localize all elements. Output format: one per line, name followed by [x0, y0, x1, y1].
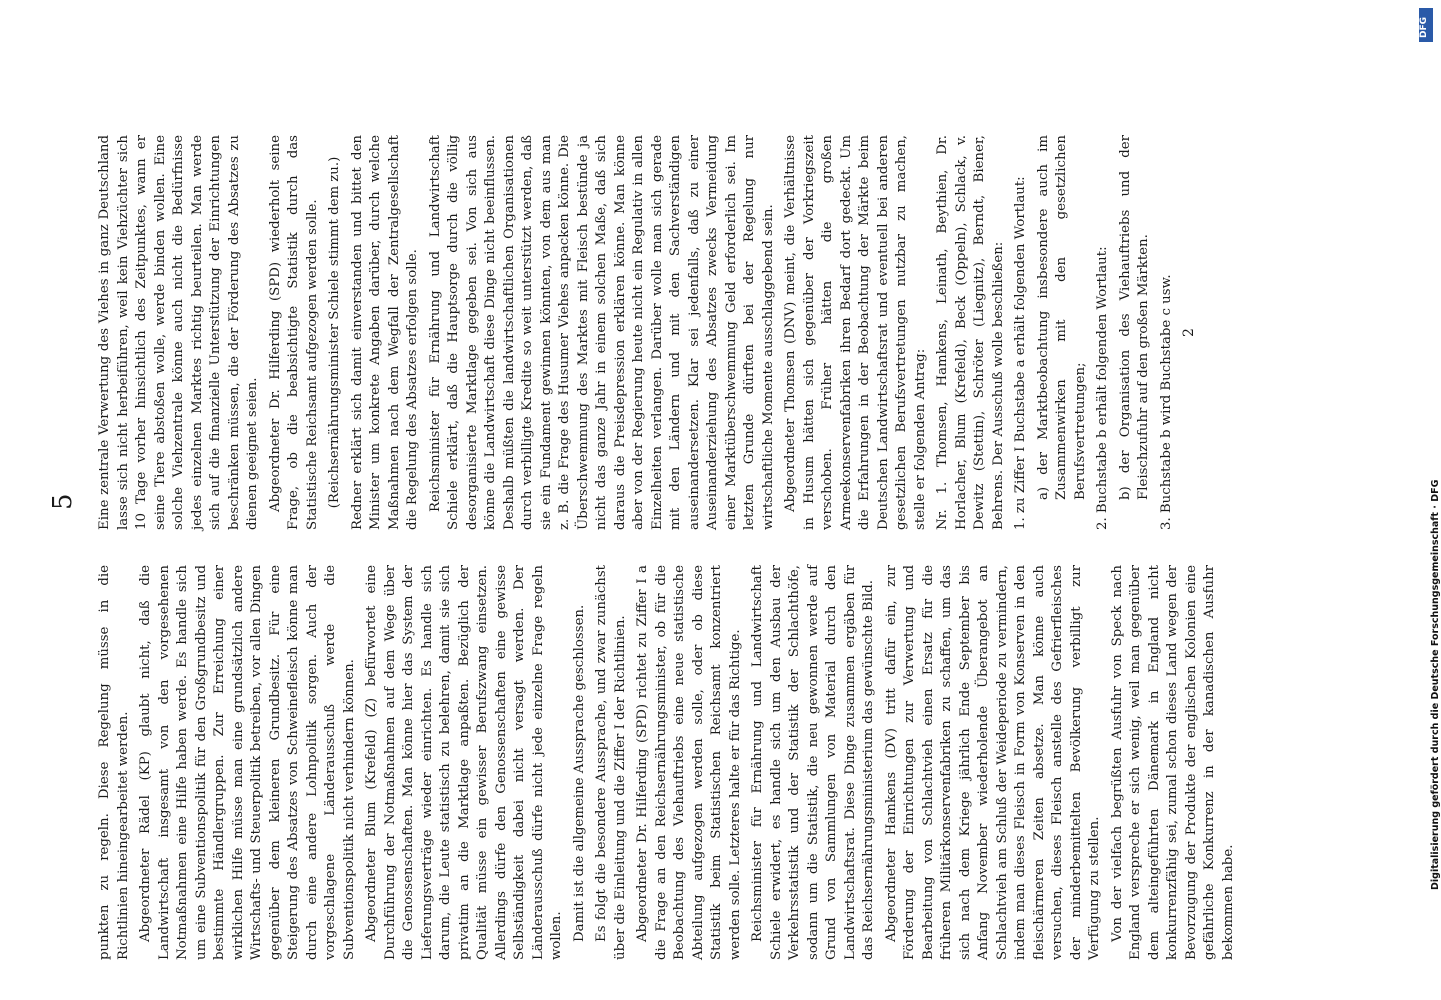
page-number: 5 — [48, 493, 78, 510]
paragraph: Von der vielfach begrüßten Ausfuhr von Speck nach England verspreche er sich wenig, weil man gegenüber dem alteingeführten Dänemark in England nicht konkurrenzfähig sei, zumal schon dieses Land wegen der Bevorzugung der Produkte der englischen Kolonien eine gefährliche Konkurrenz in der kanadischen Ausfuhr bekommen habe. — [1109, 565, 1236, 960]
paragraph: Redner erklärt sich damit einverstanden und bittet den Minister um konkrete Angaben darüber, durch welche Maßnahmen nach dem Wegfall der Zentralgesellschaft die Regelung des Absatzes erfolgen solle. — [349, 135, 420, 530]
paragraph: Abgeordneter Rädel (KP) glaubt nicht, daß die Landwirtschaft insgesamt von den vorgesehenen Notmaßnahmen eine Hilfe haben werde. Es handle sich um eine Subventionspolitik für den Großgrundbesitz und bestimmte Händlergruppen. Zur Erreichung einer wirklichen Hilfe müsse man eine grundsätzlich andere Wirtschafts- und Steuerpolitik betreiben, vor allen Dingen gegenüber dem kleineren Grundbesitz. Für eine Steigerung des Absatzes von Schweinefleisch könne man durch eine andere Lohnpolitik sorgen. Auch der vorgeschlagene Länderausschuß werde die Subventionspolitik nicht verhindern können. — [138, 565, 357, 960]
motion-item: 3. Buchstabe b wird Buchstabe c usw. — [1158, 274, 1174, 530]
paragraph: Abgeordneter Dr. Hilferding (SPD) richtet zu Ziffer I a die Frage an den Reichsernährungsminister, ob für die Beobachtung des Viehauftriebs eine neue statistische Abteilung aufgezogen werden solle, oder ob diese Statistik beim Statistischen Reichsamt konzentriert werden solle. Letzteres halte er für das Richtige. — [635, 565, 743, 960]
left-text-column — [96, 565, 1242, 960]
signature-mark: 2 — [1181, 328, 1197, 337]
paragraph: Abgeordneter Blum (Krefeld) (Z) befürwortet eine Durchführung der Notmaßnahmen auf dem Wege über die Genossenschaften. Man könne hier das System der Lieferungsverträge wieder einrichten. Es handle sich darum, die Leute statistisch zu belehren, damit sie sich privatim an die Marktlage anpaßten. Bezüglich der Qualität müsse ein gewisser Berufszwang einsetzen. Allerdings dürfe den Genossenschaften eine gewisse Selbständigkeit dabei nicht versagt werden. Der Länderausschuß dürfe nicht jede einzelne Frage regeln wollen. — [364, 565, 564, 960]
paragraph: punkten zu regeln. Diese Regelung müsse in die Richtlinien hineingearbeitet werden. — [97, 565, 131, 960]
paragraph: Abgeordneter Thomsen (DNV) meint, die Verhältnisse in Husum hätten sich gegenüber der Vorkriegszeit verschoben. Früher hätten die großen Armeekonservenfabriken ihren Bedarf dort gedeckt. Um die Erfahrungen in der Beobachtung der Märkte beim Deutschen Landwirtschaftsrat und eventuell bei anderen gesetzlichen Berufsvertretungen nutzbar zu machen, stelle er folgenden Antrag: — [783, 135, 928, 530]
motion-paragraph: Nr. 1. Thomsen, Hamkens, Leinath, Beythien, Dr. Horlacher, Blum (Krefeld), Beck (Oppeln), Schlack, v. Dewitz (Stettin), Schröter (Liegnitz), Berndt, Biener, Behrens. Der Ausschuß wolle beschließen: — [935, 135, 1006, 530]
digitization-credit: Digitalisierung gefördert durch die Deutsche Forschungsgemeinschaft · DFG — [1430, 479, 1441, 890]
paragraph: Es folgt die besondere Aussprache, und zwar zunächst über die Einleitung und die Ziffer I der Richtlinien. — [594, 565, 628, 960]
parenthetical-note: (Reichsernährungsminister Schiele stimmt dem zu.) — [327, 156, 342, 509]
paragraph: Abgeordneter Dr. Hilferding (SPD) wiederholt seine Frage, ob die beabsichtigte Statistik durch das Statistische Reichsamt aufgezogen werden solle. — [267, 135, 320, 530]
paragraph: Abgeordneter Hamkens (DV) tritt dafür ein, zur Förderung der Einrichtungen zur Verwertung und Bearbeitung von Schlachtvieh einen Ersatz für die früheren Militärkonservenfabriken zu schaffen, um das sich nach dem Kriege jährlich Ende September bis Anfang November wiederholende Überangebot an Schlachtvieh am Schluß der Weideperiode zu vermindern, indem man dieses Fleisch in Form von Konserven in den fleischärmeren Zeiten absetze. Man könne auch versuchen, dieses Fleisch anstelle des Gefrierfleisches der minderbemittelten Bevölkerung verbilligt zur Verfügung zu stellen. — [883, 565, 1102, 960]
motion-subitem: b) der Organisation des Viehauftriebs und der Fleischzufuhr auf den großen Märkten. — [1117, 135, 1151, 500]
motion-subitem: a) der Marktbeobachtung insbesondere auch im Zusammenwirken mit den gesetzlichen Berufsvertretungen; — [1035, 135, 1088, 500]
right-text-column — [96, 135, 1199, 530]
paragraph: Reichsminister für Ernährung und Landwirtschaft Schiele erklärt, daß die Hauptsorge durch die völlig desorganisierte Marktlage gegeben sei. Von sich aus könne die Landwirtschaft diese Dinge nicht beeinflussen. Deshalb müßten die landwirtschaftlichen Organisationen durch verbilligte Kredite so weit unterstützt werden, daß sie ein Fundament gewinnen könnten, von dem aus man z. B. die Frage des Husumer Viehes anpacken könne. Die Überschwemmung des Marktes mit Fleisch bestünde ja nicht das ganze Jahr in einem solchen Maße, daß sich daraus die Preisdepression erklären könne. Man könne aber von der Regierung heute nicht ein Regulativ in allen Einzelheiten verlangen. Darüber wolle man sich gerade mit den Ländern und mit den Sachverständigen auseinandersetzen. Klar sei jedenfalls, daß zu einer Auseinanderziehung des Absatzes zwecks Vermeidung einer Marktüberschwemmung Geld erforderlich sei. Im letzten Grunde dürften bei der Regelung nur wirtschaftliche Momente ausschlaggebend sein. — [427, 135, 776, 530]
paragraph: Eine zentrale Verwertung des Viehes in ganz Deutschland lasse sich nicht herbeiführen, weil kein Viehzüchter sich 10 Tage vorher hinsichtlich des Zeitpunktes, wann er seine Tiere abstoßen wolle, werde binden wollen. Eine solche Viehzentrale könne auch nicht die Bedürfnisse jedes einzelnen Marktes richtig beurteilen. Man werde sich auf die finanzielle Unterstützung der Einrichtungen beschränken müssen, die der Förderung des Absatzes zu dienen geeignet seien. — [97, 135, 260, 530]
paragraph: Reichsminister für Ernährung und Landwirtschaft Schiele erwidert, es handle sich um den Ausbau der Verkehrsstatistik und der Statistik der Schlachthöfe, sodann um die Statistik, die neu gewonnen werde auf Grund von Sammlungen von Material durch den Landwirtschaftsrat. Diese Dinge zusammen ergäben für das Reichsernährungsministerium das gewünschte Bild. — [750, 565, 876, 960]
paragraph: Damit ist die allgemeine Aussprache geschlossen. — [571, 604, 587, 942]
motion-item: 2. Buchstabe b erhält folgenden Wortlaut: — [1095, 246, 1110, 530]
dfg-logo: DFG — [1419, 8, 1433, 42]
motion-item: 1. zu Ziffer I Buchstabe a erhält folgenden Wortlaut: — [1013, 176, 1028, 530]
